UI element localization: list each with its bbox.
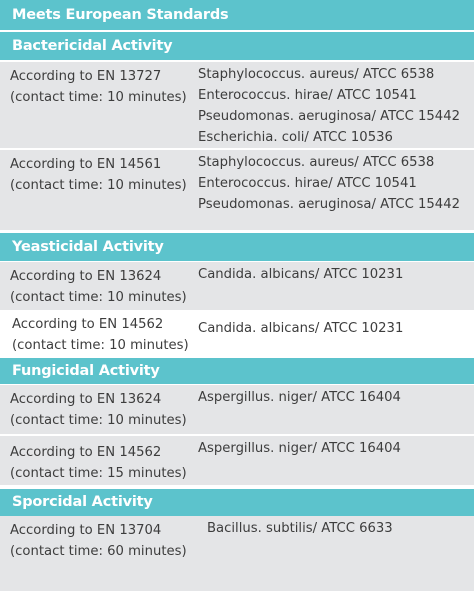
standard-name: According to EN 13727 bbox=[10, 69, 162, 84]
standard-cell bbox=[10, 66, 187, 108]
organism-item: Enterococcus. hirae/ ATCC 10541 bbox=[198, 176, 417, 191]
table-row bbox=[0, 262, 474, 310]
standard-cell bbox=[12, 314, 189, 356]
standard-name: According to EN 13624 bbox=[10, 269, 162, 284]
organism-item: Enterococcus. hirae/ ATCC 10541 bbox=[198, 88, 417, 103]
contact-time: (contact time: 10 minutes) bbox=[10, 413, 187, 428]
organism-item: Pseudomonas. aeruginosa/ ATCC 15442 bbox=[198, 109, 460, 124]
standard-name: According to EN 14561 bbox=[10, 157, 162, 172]
standard-name: According to EN 13704 bbox=[10, 523, 162, 538]
standard-name: According to EN 14562 bbox=[10, 445, 162, 460]
contact-time: (contact time: 10 minutes) bbox=[10, 290, 187, 305]
table-row bbox=[0, 150, 474, 230]
standard-cell bbox=[10, 520, 187, 562]
table-row bbox=[0, 310, 474, 358]
contact-time: (contact time: 15 minutes) bbox=[10, 466, 187, 481]
standard-cell bbox=[10, 442, 187, 484]
section-title-yeasticidal: Yeasticidal Activity bbox=[0, 233, 474, 261]
standard-cell bbox=[10, 389, 187, 431]
contact-time: (contact time: 10 minutes) bbox=[12, 338, 189, 353]
organism-item: Staphylococcus. aureus/ ATCC 6538 bbox=[198, 155, 435, 170]
table-row bbox=[0, 516, 474, 591]
table-row bbox=[0, 62, 474, 148]
organism-item: Aspergillus. niger/ ATCC 16404 bbox=[198, 390, 401, 405]
contact-time: (contact time: 60 minutes) bbox=[10, 544, 187, 559]
organisms-cell bbox=[198, 152, 460, 215]
organism-item: Candida. albicans/ ATCC 10231 bbox=[198, 321, 404, 336]
organism-item: Staphylococcus. aureus/ ATCC 6538 bbox=[198, 67, 435, 82]
organism-item: Aspergillus. niger/ ATCC 16404 bbox=[198, 441, 401, 456]
organisms-cell bbox=[207, 518, 393, 539]
table-row bbox=[0, 385, 474, 434]
standard-cell bbox=[10, 154, 187, 196]
organisms-cell bbox=[198, 318, 403, 339]
contact-time: (contact time: 10 minutes) bbox=[10, 90, 187, 105]
standard-name: According to EN 14562 bbox=[12, 317, 164, 332]
organisms-cell bbox=[198, 64, 460, 148]
section-title-bactericidal: Bactericidal Activity bbox=[0, 32, 474, 60]
section-title-fungicidal: Fungicidal Activity bbox=[0, 358, 474, 384]
section-title-sporcidal: Sporcidal Activity bbox=[0, 489, 474, 516]
organism-item: Escherichia. coli/ ATCC 10536 bbox=[198, 130, 393, 145]
organism-item: Candida. albicans/ ATCC 10231 bbox=[198, 267, 404, 282]
organisms-cell bbox=[198, 264, 403, 285]
organisms-cell bbox=[198, 438, 401, 459]
organism-item: Bacillus. subtilis/ ATCC 6633 bbox=[207, 521, 393, 536]
contact-time: (contact time: 10 minutes) bbox=[10, 178, 187, 193]
standard-cell bbox=[10, 266, 187, 308]
standard-name: According to EN 13624 bbox=[10, 392, 162, 407]
organism-item: Pseudomonas. aeruginosa/ ATCC 15442 bbox=[198, 197, 460, 212]
table-row bbox=[0, 436, 474, 485]
organisms-cell bbox=[198, 387, 401, 408]
table-title: Meets European Standards bbox=[0, 0, 474, 30]
